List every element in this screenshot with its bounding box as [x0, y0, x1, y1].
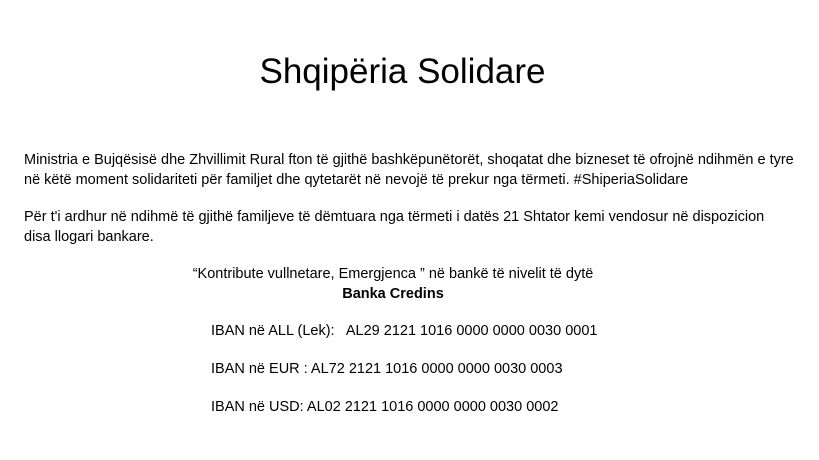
- iban-eur-line: IBAN në EUR : AL72 2121 1016 0000 0000 0030 0003: [211, 361, 563, 377]
- iban-all-line: IBAN në ALL (Lek): AL29 2121 1016 0000 0000 0030 0001: [211, 323, 598, 339]
- page-title: Shqipëria Solidare: [259, 52, 546, 91]
- contribution-line: “Kontribute vullnetare, Emergjenca ” në bankë të nivelit të dytë: [192, 266, 594, 282]
- aid-paragraph: Për t'i ardhur në ndihmë të gjithë familjeve të dëmtuara nga tërmeti i datës 21 Shtator kemi vendosur në dispozicion disa llogari bankare.: [24, 209, 765, 245]
- bank-name: Banka Credins: [342, 286, 444, 302]
- intro-paragraph: Ministria e Bujqësisë dhe Zhvillimit Rural fton të gjithë bashkëpunëtorët, shoqatat dhe bizneset të ofrojnë ndihmën e tyre në këtë moment solidariteti për familjet dhe qytetarët në nevojë të prekur nga tërmeti. #ShiperiaSolidare: [24, 152, 794, 188]
- iban-usd-line: IBAN në USD: AL02 2121 1016 0000 0000 0030 0002: [211, 399, 559, 415]
